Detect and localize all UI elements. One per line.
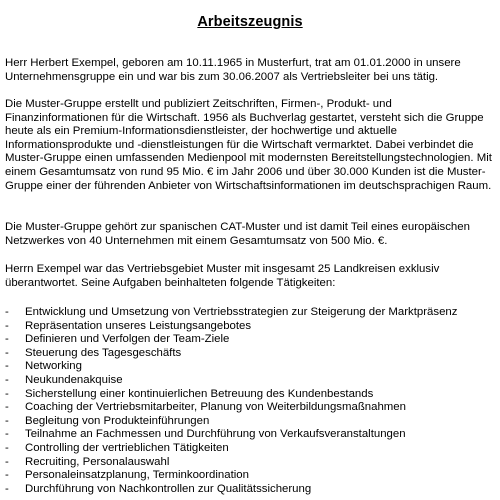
bullet-dash: -	[5, 401, 9, 414]
bullet-dash: -	[5, 469, 9, 482]
paragraph-intro: Herr Herbert Exempel, geboren am 10.11.1965 in Musterfurt, trat am 01.01.2000 in unsere Unternehmensgruppe ein und war bis zum 30.06.2007 als Vertriebsleiter bei uns tätig.	[5, 57, 461, 83]
task-item	[5, 442, 495, 456]
bullet-dash: -	[5, 346, 9, 359]
paragraph-company: Die Muster-Gruppe erstellt und publiziert Zeitschriften, Firmen-, Produkt- und Finanzinformationen für die Wirtschaft. 1956 als Buchverlag gestartet, versteht sich die Gruppe heute als ein Premium-Informationsdienstleister, der hochwertige und aktuelle Informationsprodukte und -dienstleistungen für die Wirtschaft vermarktet. Dabei verbindet die Muster-Gruppe einen umfassenden Medienpool mit modernsten Bereitstellungstechnologien. Mit einem Gesamtumsatz von rund 95 Mio. € im Jahr 2006 und über 30.000 Kunden ist die Muster-Gruppe einer der führenden Anbieter von Wirtschaftsinformationen im deutschsprachigen Raum.	[5, 98, 492, 192]
task-item	[5, 388, 495, 402]
bullet-dash: -	[5, 482, 9, 495]
task-text: Recruiting, Personalauswahl	[25, 455, 170, 468]
bullet-dash: -	[5, 455, 9, 468]
task-text: Durchführung von Nachkontrollen zur Qualitätssicherung	[25, 482, 312, 495]
bullet-dash: -	[5, 373, 9, 386]
task-item	[5, 320, 495, 334]
task-item	[5, 415, 495, 429]
task-text: Entwicklung und Umsetzung von Vertriebsstrategien zur Steigerung der Marktpräsenz	[25, 306, 458, 318]
task-item	[5, 333, 495, 347]
task-item	[5, 428, 495, 442]
task-text: Sicherstellung einer kontinuierlichen Betreuung des Kundenbestands	[25, 387, 374, 400]
task-text: Personaleinsatzplanung, Terminkoordination	[25, 469, 249, 482]
bullet-dash: -	[5, 306, 9, 318]
task-item	[5, 483, 495, 497]
task-item	[5, 360, 495, 374]
task-item	[5, 456, 495, 470]
task-item	[5, 374, 495, 388]
bullet-dash: -	[5, 414, 9, 427]
task-text: Teilnahme an Fachmessen und Durchführung von Verkaufsveranstaltungen	[25, 428, 406, 441]
task-text: Neukundenakquise	[25, 373, 123, 386]
task-text: Repräsentation unseres Leistungsangebotes	[25, 319, 252, 332]
paragraph-responsibilities: Herrn Exempel war das Vertriebsgebiet Muster mit insgesamt 25 Landkreisen exklusiv überantwortet. Seine Aufgaben beinhalteten folgende Tätigkeiten:	[5, 263, 440, 289]
bullet-dash: -	[5, 428, 9, 441]
bullet-dash: -	[5, 387, 9, 400]
document-title: Arbeitszeugnis	[197, 14, 303, 30]
bullet-dash: -	[5, 319, 9, 332]
task-item	[5, 306, 495, 320]
task-text: Begleitung von Produkteinführungen	[25, 414, 210, 427]
task-item	[5, 401, 495, 415]
bullet-dash: -	[5, 333, 9, 346]
task-text: Networking	[25, 360, 82, 373]
task-item	[5, 347, 495, 361]
task-text: Coaching der Vertriebsmitarbeiter, Planung von Weiterbildungsmaßnahmen	[25, 401, 406, 414]
paragraph-network: Die Muster-Gruppe gehört zur spanischen CAT-Muster und ist damit Teil eines europäischen Netzwerkes von 40 Unternehmen mit einem Gesamtumsatz von 500 Mio. €.	[5, 221, 470, 247]
task-text: Steuerung des Tagesgeschäfts	[25, 346, 182, 359]
task-text: Definieren und Verfolgen der Team-Ziele	[25, 333, 230, 346]
task-item	[5, 469, 495, 483]
bullet-dash: -	[5, 441, 9, 454]
task-list	[5, 306, 495, 496]
task-text: Controlling der vertrieblichen Tätigkeiten	[25, 441, 229, 454]
bullet-dash: -	[5, 360, 9, 373]
